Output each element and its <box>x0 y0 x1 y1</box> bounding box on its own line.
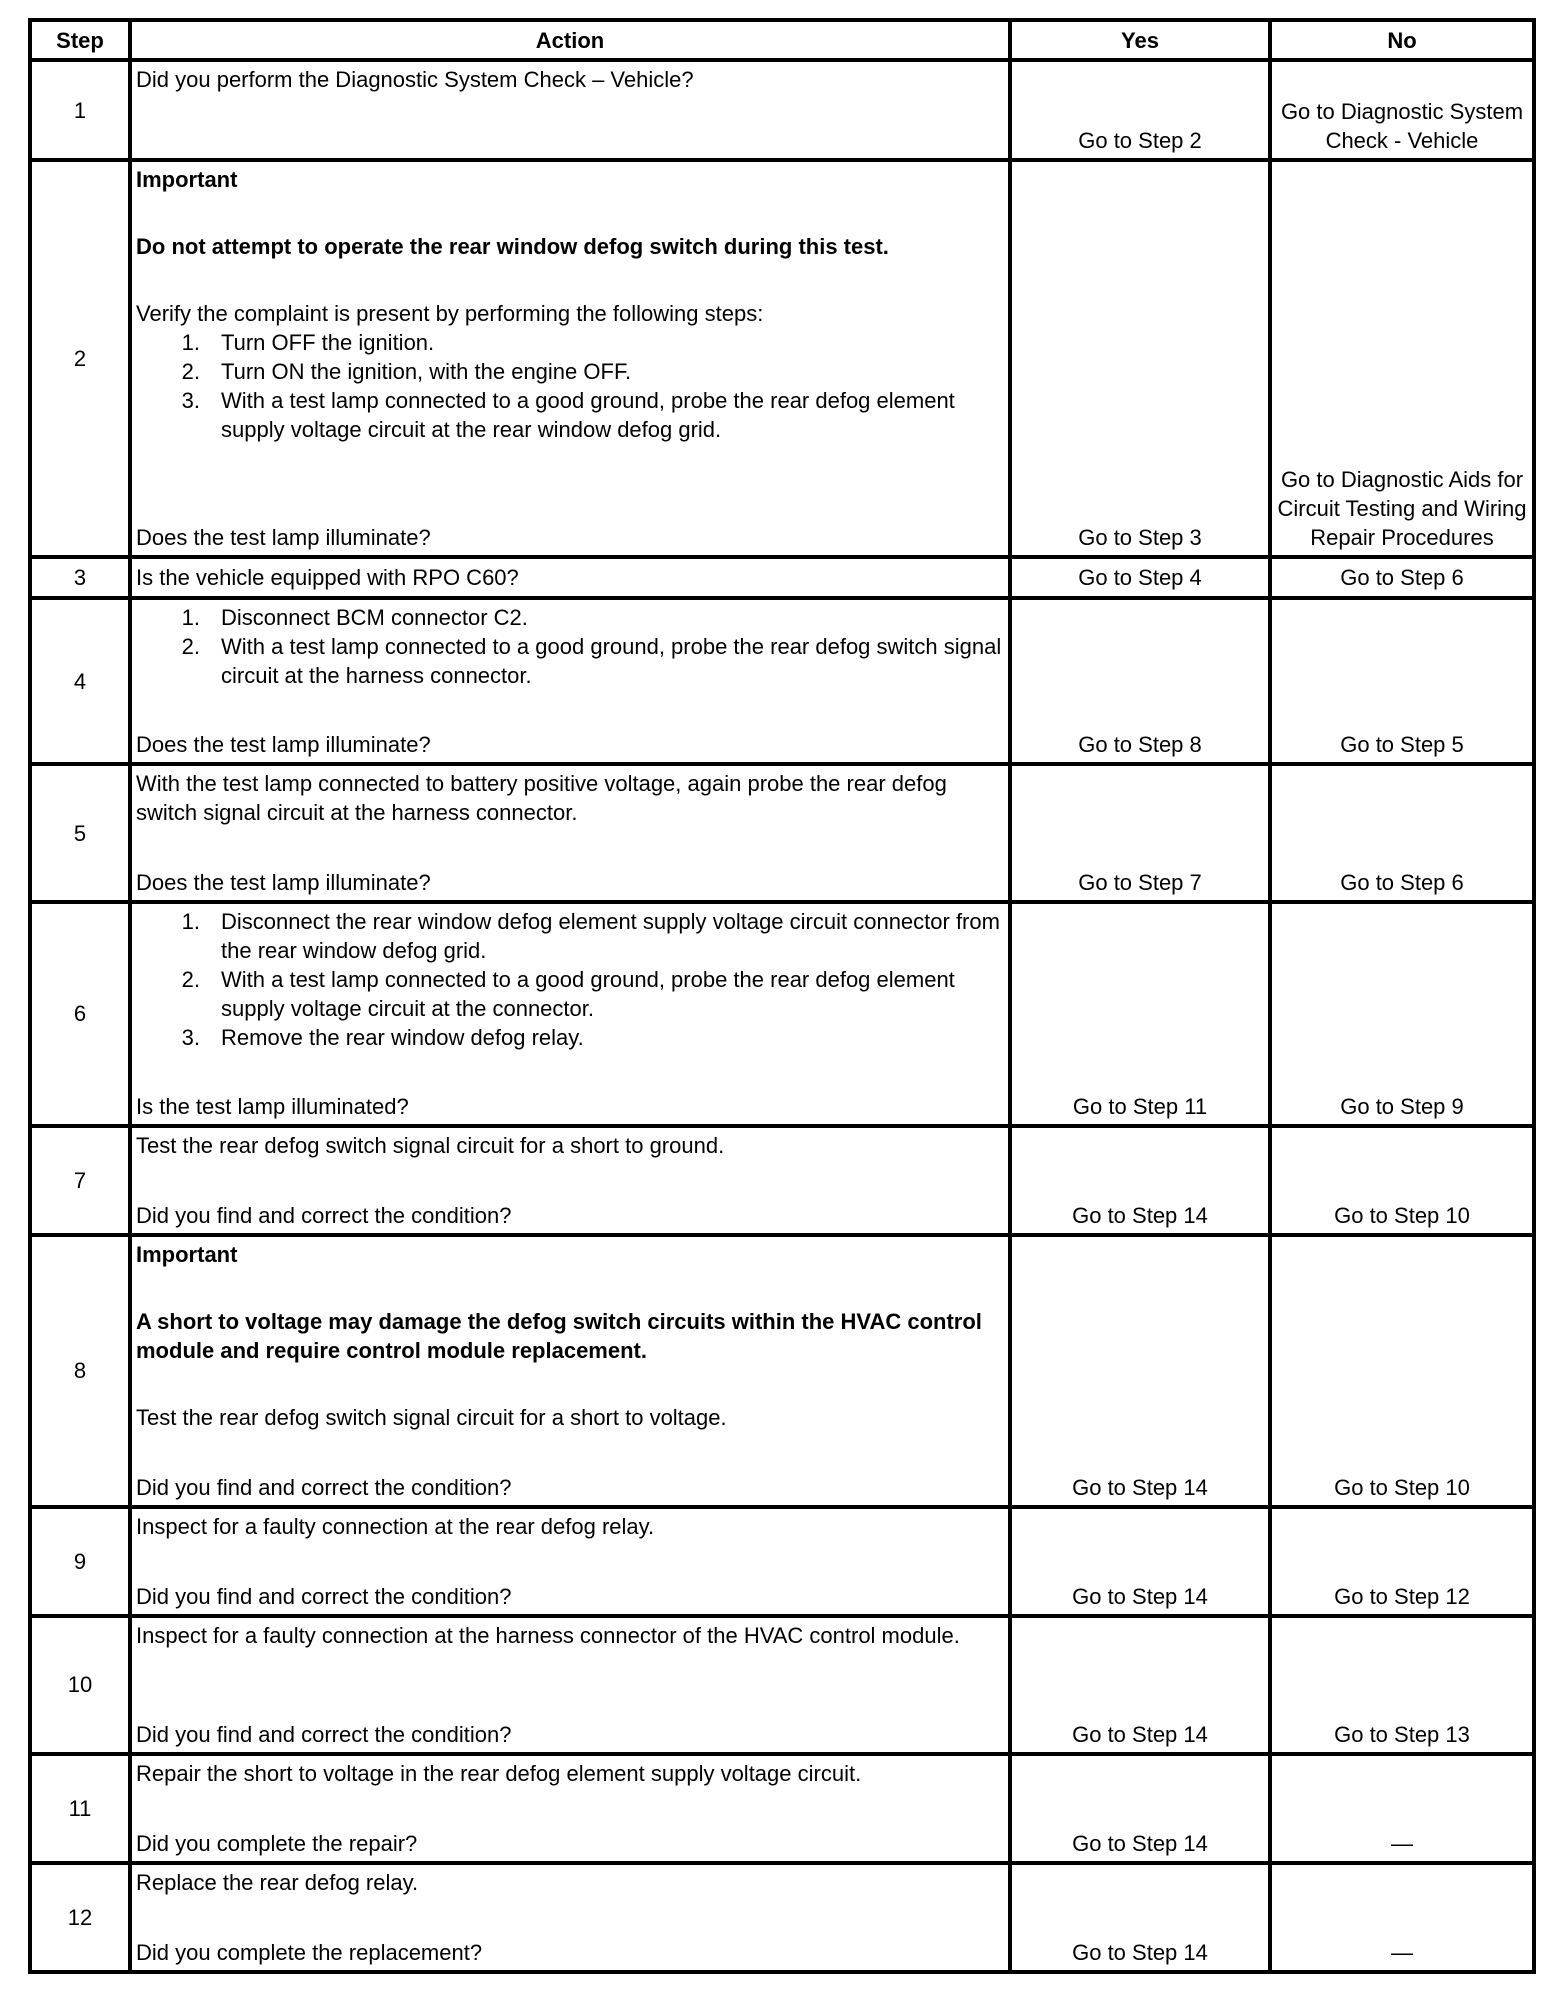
step-number: 8 <box>30 1235 130 1507</box>
action-cell <box>130 1616 1010 1754</box>
table-row <box>30 1616 1534 1754</box>
table-row <box>30 557 1534 598</box>
step-number: 5 <box>30 764 130 902</box>
action-text: Replace the rear defog relay. <box>136 1869 419 1895</box>
yes-cell: Go to Step 14 <box>1010 1126 1270 1235</box>
action-cell <box>130 1863 1010 1972</box>
table-row <box>30 60 1534 160</box>
list-item: 1. Disconnect BCM connector C2. <box>181 605 528 631</box>
action-question: Did you complete the replacement? <box>136 1940 483 1965</box>
action-question: Did you find and correct the condition? <box>136 1721 512 1747</box>
no-cell: Go to Step 6 <box>1270 557 1534 598</box>
yes-cell: Go to Step 2 <box>1010 60 1270 160</box>
table-row <box>30 1235 1534 1507</box>
step-list <box>136 603 1002 690</box>
action-question: Did you find and correct the condition? <box>136 1583 512 1609</box>
header-row <box>30 20 1534 60</box>
action-cell <box>130 902 1010 1125</box>
yes-cell: Go to Step 4 <box>1010 557 1270 598</box>
table-row <box>30 902 1534 1125</box>
step-number: 2 <box>30 160 130 557</box>
action-question: Does the test lamp illuminate? <box>136 870 431 896</box>
list-item: 2. With a test lamp connected to a good ground, probe the rear defog switch signal circuit at the harness connector. <box>181 634 1002 689</box>
step-number: 1 <box>30 60 130 160</box>
action-cell <box>130 1754 1010 1863</box>
action-question: Does the test lamp illuminate? <box>136 732 431 758</box>
action-question: Does the test lamp illuminate? <box>136 525 431 551</box>
step-number: 11 <box>30 1754 130 1863</box>
table-row <box>30 160 1534 557</box>
list-item: 3. With a test lamp connected to a good ground, probe the rear defog element supply voltage circuit at the rear window defog grid. <box>181 388 955 443</box>
header-no: No <box>1270 20 1534 60</box>
header-action: Action <box>130 20 1010 60</box>
no-cell: Go to Step 12 <box>1270 1507 1534 1616</box>
yes-cell: Go to Step 7 <box>1010 764 1270 902</box>
no-cell: Go to Step 5 <box>1270 598 1534 764</box>
action-text: Inspect for a faulty connection at the rear defog relay. <box>136 1513 655 1539</box>
yes-cell: Go to Step 14 <box>1010 1507 1270 1616</box>
no-cell: Go to Step 13 <box>1270 1616 1534 1754</box>
yes-cell: Go to Step 14 <box>1010 1616 1270 1754</box>
list-item: 3. Remove the rear window defog relay. <box>181 1025 584 1051</box>
action-text: Test the rear defog switch signal circuit for a short to ground. <box>136 1132 725 1158</box>
step-number: 4 <box>30 598 130 764</box>
yes-cell: Go to Step 3 <box>1010 160 1270 557</box>
no-cell: Go to Step 10 <box>1270 1235 1534 1507</box>
table-row <box>30 1507 1534 1616</box>
yes-cell: Go to Step 14 <box>1010 1754 1270 1863</box>
step-list <box>136 328 1002 444</box>
header-step: Step <box>30 20 130 60</box>
action-text: Inspect for a faulty connection at the harness connector of the HVAC control module. <box>136 1622 960 1648</box>
table-row <box>30 1863 1534 1972</box>
action-question: Did you find and correct the condition? <box>136 1202 512 1228</box>
action-cell <box>130 1507 1010 1616</box>
diagnostic-table <box>28 18 1536 1974</box>
action-intro: Verify the complaint is present by performing the following steps: <box>136 301 764 327</box>
yes-cell: Go to Step 8 <box>1010 598 1270 764</box>
action-question: Did you find and correct the condition? <box>136 1474 512 1500</box>
no-cell: Go to Step 6 <box>1270 764 1534 902</box>
important-label: Important <box>136 167 238 193</box>
action-text: With the test lamp connected to battery positive voltage, again probe the rear defog switch signal circuit at the harness connector. <box>136 771 947 826</box>
list-item: 1. Disconnect the rear window defog element supply voltage circuit connector from the rear window defog grid. <box>181 909 1000 964</box>
table-row <box>30 1126 1534 1235</box>
list-item: 2. With a test lamp connected to a good ground, probe the rear defog element supply voltage circuit at the connector. <box>181 967 955 1022</box>
important-label: Important <box>136 1241 238 1267</box>
no-cell: — <box>1270 1754 1534 1863</box>
list-item: 1. Turn OFF the ignition. <box>181 330 435 356</box>
action-cell <box>130 1235 1010 1507</box>
yes-cell: Go to Step 14 <box>1010 1863 1270 1972</box>
no-cell: Go to Step 9 <box>1270 902 1534 1125</box>
step-number: 12 <box>30 1863 130 1972</box>
no-cell: — <box>1270 1863 1534 1972</box>
action-intro: Test the rear defog switch signal circuit for a short to voltage. <box>136 1404 727 1430</box>
step-number: 6 <box>30 902 130 1125</box>
action-cell <box>130 1126 1010 1235</box>
step-number: 9 <box>30 1507 130 1616</box>
no-cell: Go to Step 10 <box>1270 1126 1534 1235</box>
list-item: 2. Turn ON the ignition, with the engine OFF. <box>181 359 632 385</box>
table-row <box>30 598 1534 764</box>
header-yes: Yes <box>1010 20 1270 60</box>
action-text: Is the vehicle equipped with RPO C60? <box>136 565 519 591</box>
action-cell <box>130 557 1010 598</box>
yes-cell: Go to Step 11 <box>1010 902 1270 1125</box>
yes-cell: Go to Step 14 <box>1010 1235 1270 1507</box>
step-number: 3 <box>30 557 130 598</box>
no-cell: Go to Diagnostic Aids for Circuit Testing and Wiring Repair Procedures <box>1270 160 1534 557</box>
action-cell <box>130 60 1010 160</box>
action-cell <box>130 598 1010 764</box>
step-number: 7 <box>30 1126 130 1235</box>
action-cell <box>130 160 1010 557</box>
action-text: Repair the short to voltage in the rear defog element supply voltage circuit. <box>136 1760 862 1786</box>
action-text: Did you perform the Diagnostic System Check – Vehicle? <box>136 67 694 92</box>
table-row <box>30 1754 1534 1863</box>
step-number: 10 <box>30 1616 130 1754</box>
no-cell: Go to Diagnostic System Check - Vehicle <box>1270 60 1534 160</box>
step-list <box>136 907 1002 1052</box>
action-cell <box>130 764 1010 902</box>
action-question: Did you complete the repair? <box>136 1830 418 1856</box>
action-question: Is the test lamp illuminated? <box>136 1093 409 1119</box>
table-row <box>30 764 1534 902</box>
warning-text: Do not attempt to operate the rear window defog switch during this test. <box>136 234 889 260</box>
warning-text: A short to voltage may damage the defog switch circuits within the HVAC control module and require control module replacement. <box>136 1308 982 1363</box>
